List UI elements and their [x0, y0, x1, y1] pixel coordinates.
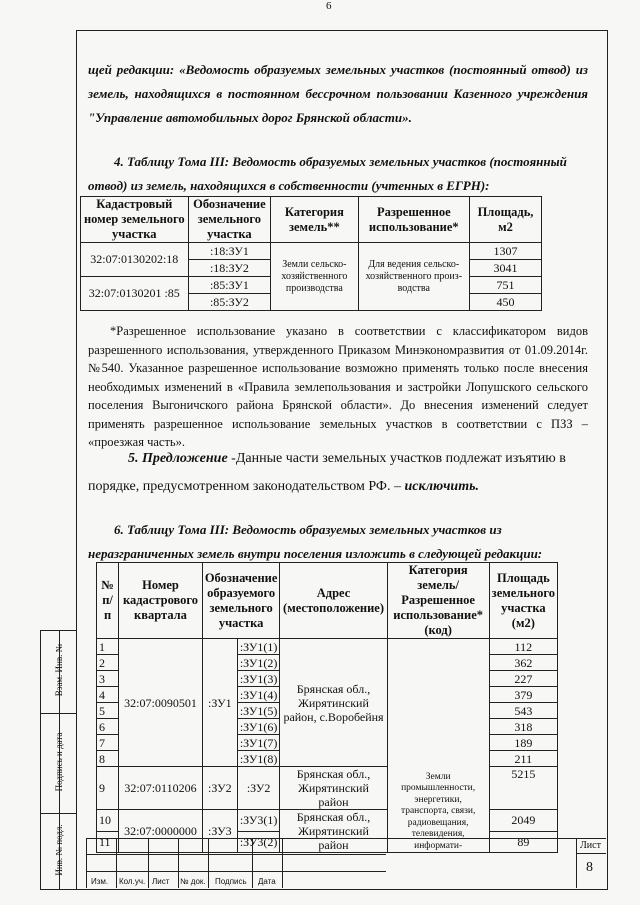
t2-row-num: 3	[97, 671, 119, 687]
stamp-sheet-number: 8	[586, 860, 593, 875]
stamp-label-signature: Подпись	[215, 877, 247, 886]
stamp-vl	[86, 838, 87, 888]
t1-area: 450	[470, 294, 542, 311]
t2-part: :ЗУ1(4)	[237, 687, 280, 703]
stamp-label-change: Изм.	[91, 877, 109, 886]
side-cell-replacement	[41, 631, 77, 714]
t2-row-num: 2	[97, 655, 119, 671]
stamp-vl	[178, 838, 179, 888]
t1-cadastral-1: 32:07:0130202:18	[81, 243, 189, 277]
t1-use: Для ведения сельско-хозяйственного произ-водства	[358, 243, 469, 311]
t2-zu-2: :ЗУ2	[202, 767, 237, 810]
side-label-replacement: Взам. Инв. №	[54, 643, 64, 697]
t2-zu-1: :ЗУ1	[202, 639, 237, 767]
proposal-text: -Данные части земельных участков подлежат изъятию в порядке, предусмотренном законодательством РФ. –	[88, 451, 566, 494]
stamp-line-1	[86, 854, 386, 855]
t1-designation: :18:ЗУ1	[188, 243, 271, 260]
t2-row-num: 10	[97, 810, 119, 832]
t2-header-category: Категория земель/ Разрешенное использование* (код)	[387, 563, 489, 639]
t2-area: 211	[489, 751, 557, 767]
side-cell-inventory	[41, 813, 77, 889]
t2-part: :ЗУ1(6)	[237, 719, 280, 735]
footnote-permitted-use: *Разрешенное использование указано в соответствии с классификатором видов разрешенного использования, утвержденного Приказом Минэкономразвития от 01.09.2014г. №540. Указанное разрешенное использование возможно применять только после внесения необходимых изменений в «Правила землепользования и застройки Лопушского сельского поселения Выгоничского района Брянской области». До внесения изменений следует применять разрешенное использование земельных участков в соответствии с ПЗЗ – «проезжая часть».	[88, 324, 588, 449]
t1-header-use: Разрешенное использование*	[358, 197, 469, 243]
t2-row-num: 4	[97, 687, 119, 703]
stamp-vl	[148, 838, 149, 888]
t2-area: 2049	[489, 810, 557, 832]
t2-quarter-2: 32:07:0110206	[119, 767, 203, 810]
t2-header-num: № п/п	[97, 563, 119, 639]
t2-row-num: 1	[97, 639, 119, 655]
page-top-number: 6	[326, 0, 332, 12]
t1-designation: :18:ЗУ2	[188, 260, 271, 277]
proposal-label: 5. Предложение	[128, 451, 228, 466]
stamp-sheet-label: Лист	[580, 840, 601, 851]
t1-cadastral-2: 32:07:0130201 :85	[81, 277, 189, 311]
t1-designation: :85:ЗУ2	[188, 294, 271, 311]
stamp-label-doc: № док.	[180, 877, 206, 886]
side-label-inventory: Инв. № подл.	[54, 824, 64, 876]
paragraph-continuation: щей редакции: «Ведомость образуемых земельных участков (постоянный отвод) из земель, находящихся в постоянном бессрочном пользовании Казенного учреждения "Управление автомобильных дорог Брянской области».	[88, 62, 588, 125]
t2-row-num: 5	[97, 703, 119, 719]
table-private-plots	[80, 196, 542, 311]
t2-area: 189	[489, 735, 557, 751]
t1-header-area: Площадь, м2	[470, 197, 542, 243]
t2-area: 112	[489, 639, 557, 655]
t2-part: :ЗУ1(1)	[237, 639, 280, 655]
t2-quarter-1: 32:07:0090501	[119, 639, 203, 767]
t2-row-num: 8	[97, 751, 119, 767]
t2-part: :ЗУ1(2)	[237, 655, 280, 671]
t2-zu-3: :ЗУ3	[202, 810, 237, 853]
t1-header-category: Категория земель**	[271, 197, 358, 243]
t1-area: 751	[470, 277, 542, 294]
stamp-line-top	[86, 838, 606, 839]
t2-address-3: Брянская обл., Жирятинский район	[280, 810, 387, 853]
t1-area: 3041	[470, 260, 542, 277]
t2-row-num: 9	[97, 767, 119, 810]
stamp-label-sheet: Лист	[152, 877, 170, 886]
heading-section-6: 6. Таблицу Тома III: Ведомость образуемых земельных участков из неразграниченных земель внутри поселения изложить в следующей редакции:	[88, 522, 543, 561]
stamp-label-count: Кол.уч.	[119, 877, 146, 886]
t2-address-2: Брянская обл., Жирятинский район	[280, 767, 387, 810]
t1-header-designation: Обозначение земельного участка	[188, 197, 271, 243]
stamp-line-sheet	[576, 853, 606, 854]
t2-part: :ЗУ2	[237, 767, 280, 810]
t2-header-quarter: Номер кадастрового квартала	[119, 563, 203, 639]
t2-area: 543	[489, 703, 557, 719]
t2-row-num: 6	[97, 719, 119, 735]
t2-area: 89	[489, 831, 557, 853]
t2-header-area: Площадь земельного участка (м2)	[489, 563, 557, 639]
t2-part: :ЗУ1(7)	[237, 735, 280, 751]
stamp-vl	[576, 838, 577, 888]
t2-part: :ЗУ3(2)	[237, 831, 280, 853]
t1-designation: :85:ЗУ1	[188, 277, 271, 294]
side-stamp-strip	[40, 630, 77, 890]
heading-section-4: 4. Таблицу Тома III: Ведомость образуемых земельных участков (постоянный отвод) из земель, находящихся в собственности (учтенных в ЕГРН):	[88, 154, 567, 193]
t2-part: :ЗУ1(3)	[237, 671, 280, 687]
t2-area: 379	[489, 687, 557, 703]
t2-row-num: 11	[97, 831, 119, 853]
t1-area: 1307	[470, 243, 542, 260]
table-unallocated-plots	[96, 562, 558, 853]
t2-area: 227	[489, 671, 557, 687]
stamp-vl	[116, 838, 117, 888]
t1-header-cadastral: Кадастровый номер земельного участка	[81, 197, 189, 243]
stamp-vl	[282, 838, 283, 888]
t2-quarter-3: 32:07:0000000	[119, 810, 203, 853]
stamp-line-2	[86, 871, 386, 872]
stamp-vl	[208, 838, 209, 888]
t2-header-address: Адрес (местоположение)	[280, 563, 387, 639]
side-label-signature: Подпись и дата	[54, 732, 64, 792]
t2-area: 362	[489, 655, 557, 671]
side-cell-signature	[41, 713, 77, 814]
t2-area: 318	[489, 719, 557, 735]
proposal-paragraph	[88, 445, 588, 501]
t2-row-num: 7	[97, 735, 119, 751]
t2-part: :ЗУ3(1)	[237, 810, 280, 832]
t2-part: :ЗУ1(5)	[237, 703, 280, 719]
t2-address-1: Брянская обл., Жирятинский район, с.Воробейня	[280, 639, 387, 767]
title-block	[86, 838, 606, 888]
t1-category: Земли сельско-хозяйственного производства	[271, 243, 358, 311]
t2-area: 5215	[489, 767, 557, 810]
stamp-vl	[252, 838, 253, 888]
t2-header-designation: Обозначение образуемого земельного участка	[202, 563, 280, 639]
t2-part: :ЗУ1(8)	[237, 751, 280, 767]
t2-category: Земли промышленности, энергетики, транспорта, связи, радиовещания, телевидения, информати-	[387, 639, 489, 853]
proposal-ending: исключить.	[404, 479, 480, 494]
stamp-label-date: Дата	[258, 877, 276, 886]
